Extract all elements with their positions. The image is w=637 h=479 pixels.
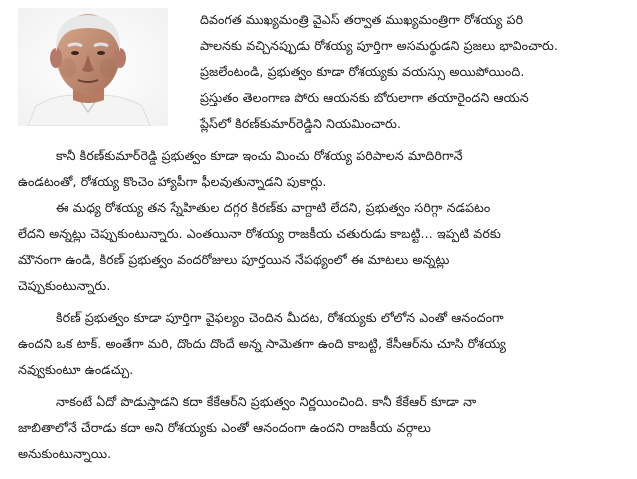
text-line: ప్రస్తుతం తెలంగాణ పోరు ఆయనకు బోరులాగా తయారైందని ఆయన bbox=[200, 90, 529, 105]
text-line: నాకంటే ఏదో పొడుస్తాడని కదా కేకేఆర్‌ని ప్రభుత్వం నిర్ణయించింది. కానీ కేకేఆర్ కూడా నా bbox=[56, 394, 477, 409]
text-line: నవ్వుకుంటూ ఉండచ్చు. bbox=[18, 362, 134, 377]
text-line: అనుకుంటున్నాయి. bbox=[18, 446, 112, 461]
text-line: మౌనంగా ఉండి, కిరణ్ ప్రభుత్వం వందరోజులు పూర్తయిన నేపథ్యంలో ఈ మాటలు అన్నట్లు bbox=[18, 252, 450, 267]
text-line: ప్రజలేంటండి, ప్రభుత్వం కూడా రోశయ్యకు వయస్సు అయిపోయింది. bbox=[200, 64, 525, 79]
text-line: చెప్పుకుంటున్నారు. bbox=[18, 278, 111, 293]
text-line: లేదని అన్నట్లు చెప్పుకుంటున్నారు. ఎంతయినా రోశయ్య రాజకీయ చతురుడు కాబట్టి... ఇప్పటి వరకు bbox=[18, 226, 501, 241]
text-line: కానీ కిరణ్‌కుమార్‌రెడ్డి ప్రభుత్వం కూడా ఇంచు మించు రోశయ్య పరిపాలన మాదిరిగానే bbox=[56, 148, 463, 163]
text-line: జాబితాలోనే చేరాడు కదా అని రోశయ్యకు ఎంతో ఆనందంగా ఉందని రాజకీయ వర్గాలు bbox=[18, 420, 431, 435]
text-line: ఉండటంతో, రోశయ్య కొంచెం హ్యాపీగా ఫీలవుతున్నాడని పుకార్లు. bbox=[18, 174, 327, 189]
text-line: ఈ మధ్య రోశయ్య తన స్నేహితుల దగ్గర కిరణ్‌కు వాగ్దాటి లేదని, ప్రభుత్వం సరిగ్గా నడపటం bbox=[56, 200, 491, 215]
text-line: ప్లేస్‌లో కిరణ్‌కుమార్‌రెడ్డిని నియమించారు. bbox=[200, 116, 402, 131]
text-line: దివంగత ముఖ్యమంత్రి వైఎస్ తర్వాత ముఖ్యమంత్రిగా రోశయ్య పరి bbox=[200, 12, 524, 27]
text-line: పాలనకు వచ్చినప్పుడు రోశయ్య పూర్తిగా అసమర్థుడని ప్రజలు భావించారు. bbox=[200, 38, 559, 53]
text-line: కిరణ్ ప్రభుత్వం కూడా పూర్తిగా వైఫల్యం చెందిన మీదట, రోశయ్యకు లోలోన ఎంతో ఆనందంగా bbox=[56, 310, 504, 325]
text-line: ఉందని ఒక టాక్. అంతేగా మరి, దొందు దొందే అన్న సామెతగా ఉంది కాబట్టి, కేసీఆర్‌ను చూసి రోశయ్య bbox=[18, 336, 507, 351]
portrait-photo bbox=[18, 8, 168, 126]
portrait-illustration bbox=[18, 8, 168, 126]
